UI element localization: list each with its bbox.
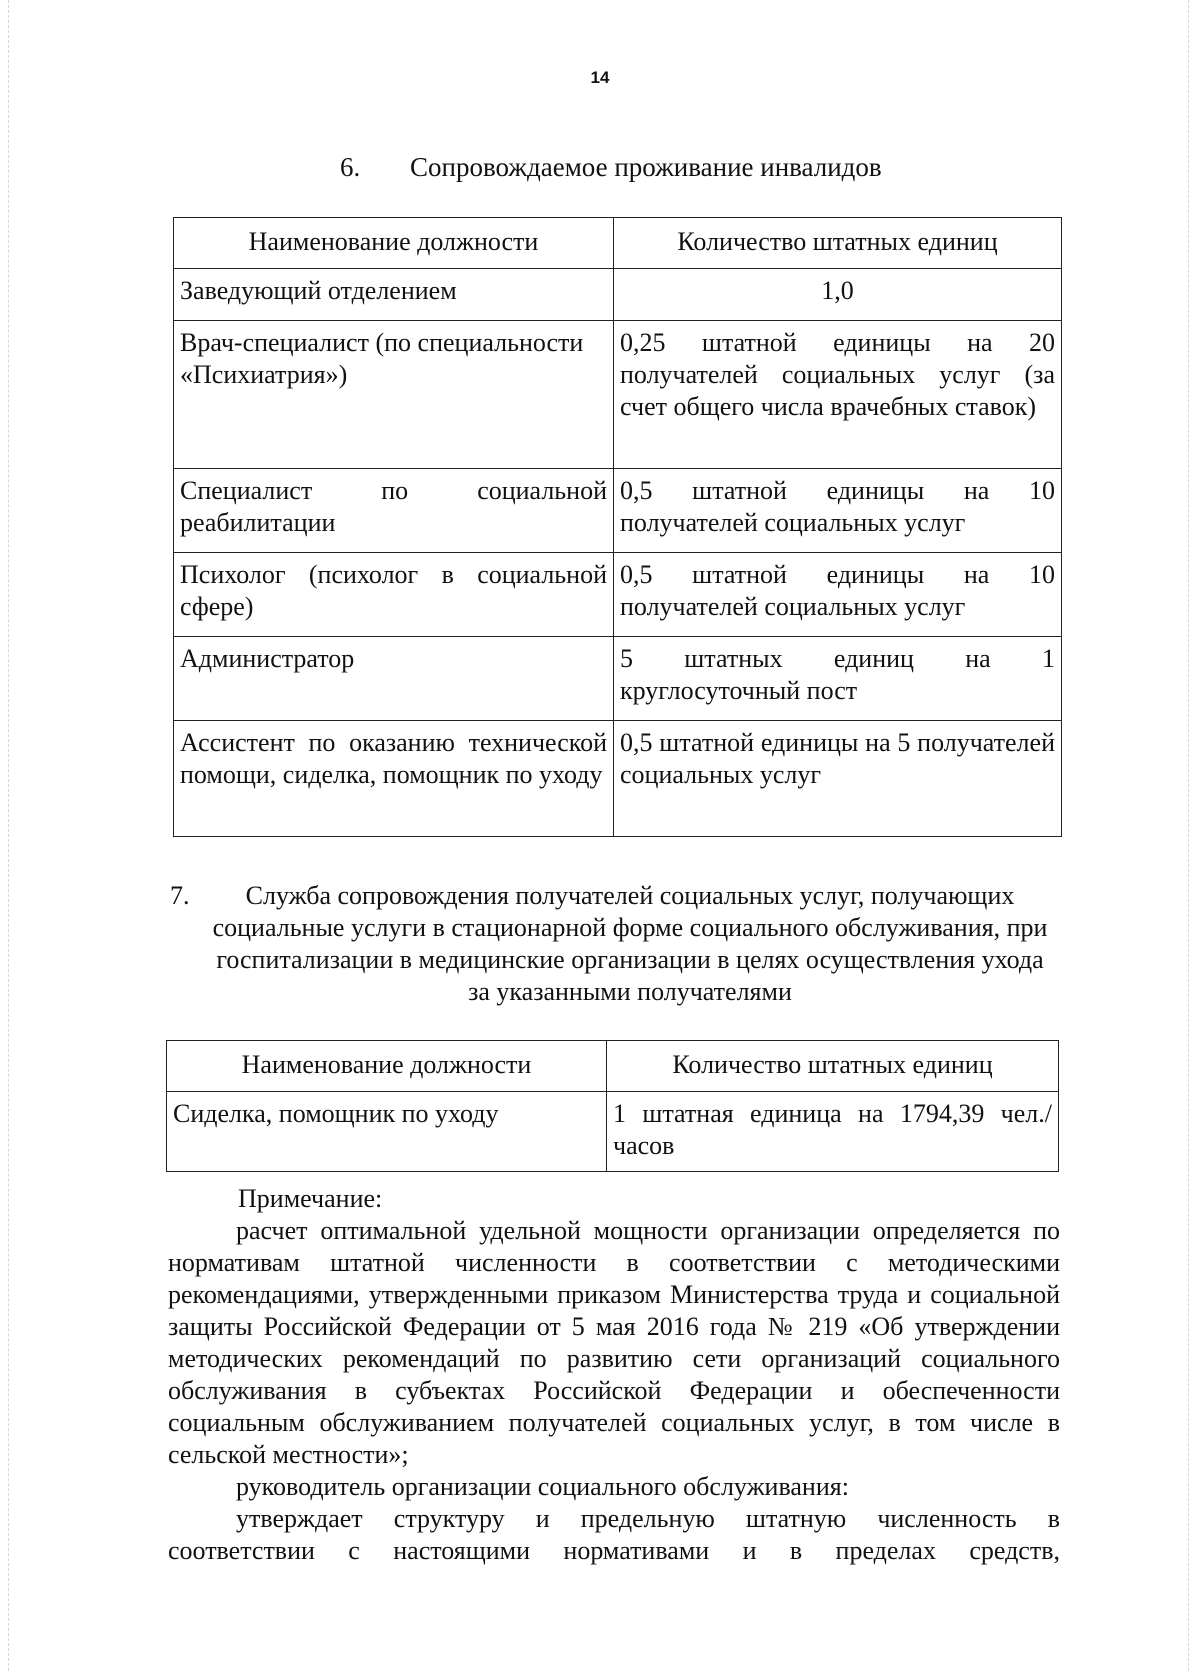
position-cell: Заведующий отделением [174, 269, 614, 321]
table-row [174, 637, 1062, 721]
table-header-row [167, 1041, 1059, 1092]
quantity-cell: 0,5 штатной единицы на 10 получателей социальных услуг [614, 553, 1062, 637]
section-6-number: 6. [340, 152, 361, 182]
header-position: Наименование должности [167, 1041, 607, 1092]
table-row [174, 553, 1062, 637]
quantity-cell: 0,25 штатной единицы на 20 получателей социальных услуг (за счет общего числа врачебных ставок) [614, 321, 1062, 469]
position-cell: Врач-специалист (по специальности «Психиатрия») [174, 321, 614, 469]
table-row [174, 721, 1062, 837]
header-quantity: Количество штатных единиц [607, 1041, 1059, 1092]
header-position: Наименование должности [174, 218, 614, 269]
table-row [174, 321, 1062, 469]
table-row [174, 469, 1062, 553]
section-6-title [340, 152, 882, 183]
position-cell: Сиделка, помощник по уходу [167, 1092, 607, 1172]
page-number: 14 [590, 68, 610, 87]
note-paragraph: расчет оптимальной удельной мощности организации определяется по нормативам штатной численности в соответствии с методическими рекомендациями, утвержденными приказом Министерства труда и социальной защиты Российской Федерации от 5 мая 2016 года № 219 «Об утверждении методических рекомендаций по развитию сети организаций социального обслуживания в субъектах Российской Федерации и обеспеченности социальным обслуживанием получателей социальных услуг, в том числе в сельской местности»; [168, 1216, 1060, 1469]
section-7-number: 7. [170, 881, 190, 910]
staffing-table-section-7 [166, 1040, 1059, 1172]
quantity-cell: 0,5 штатной единицы на 10 получателей социальных услуг [614, 469, 1062, 553]
section-6-heading: Сопровождаемое проживание инвалидов [410, 152, 882, 182]
quantity-cell: 5 штатных единиц на 1 круглосуточный пост [614, 637, 1062, 721]
note-paragraph: утверждает структуру и предельную штатную численность в соответствии с настоящими нормативами и в пределах средств, [168, 1504, 1060, 1565]
position-cell: Психолог (психолог в социальной сфере) [174, 553, 614, 637]
position-cell: Администратор [174, 637, 614, 721]
table-header-row [174, 218, 1062, 269]
staffing-table-section-6 [173, 217, 1062, 837]
note-label: Примечание: [238, 1184, 383, 1213]
quantity-cell: 0,5 штатной единицы на 5 получателей социальных услуг [614, 721, 1062, 837]
section-7-heading: Служба сопровождения получателей социальных услуг, получающих социальные услуги в стационарной форме социального обслуживания, при госпитализации в медицинские организации в целях осуществления ухода за указанными получателями [212, 881, 1048, 1006]
quantity-cell: 1 штатная единица на 1794,39 чел./часов [607, 1092, 1059, 1172]
position-cell: Специалист по социальной реабилитации [174, 469, 614, 553]
quantity-cell: 1,0 [614, 269, 1062, 321]
table-row [167, 1092, 1059, 1172]
note-block [168, 1183, 1060, 1567]
section-7-title [170, 880, 1070, 1008]
note-paragraph: руководитель организации социального обслуживания: [236, 1472, 849, 1501]
scan-edge-right [1188, 0, 1189, 1671]
table-row [174, 269, 1062, 321]
position-cell: Ассистент по оказанию технической помощи, сиделка, помощник по уходу [174, 721, 614, 837]
scan-edge-left [8, 0, 9, 1671]
header-quantity: Количество штатных единиц [614, 218, 1062, 269]
